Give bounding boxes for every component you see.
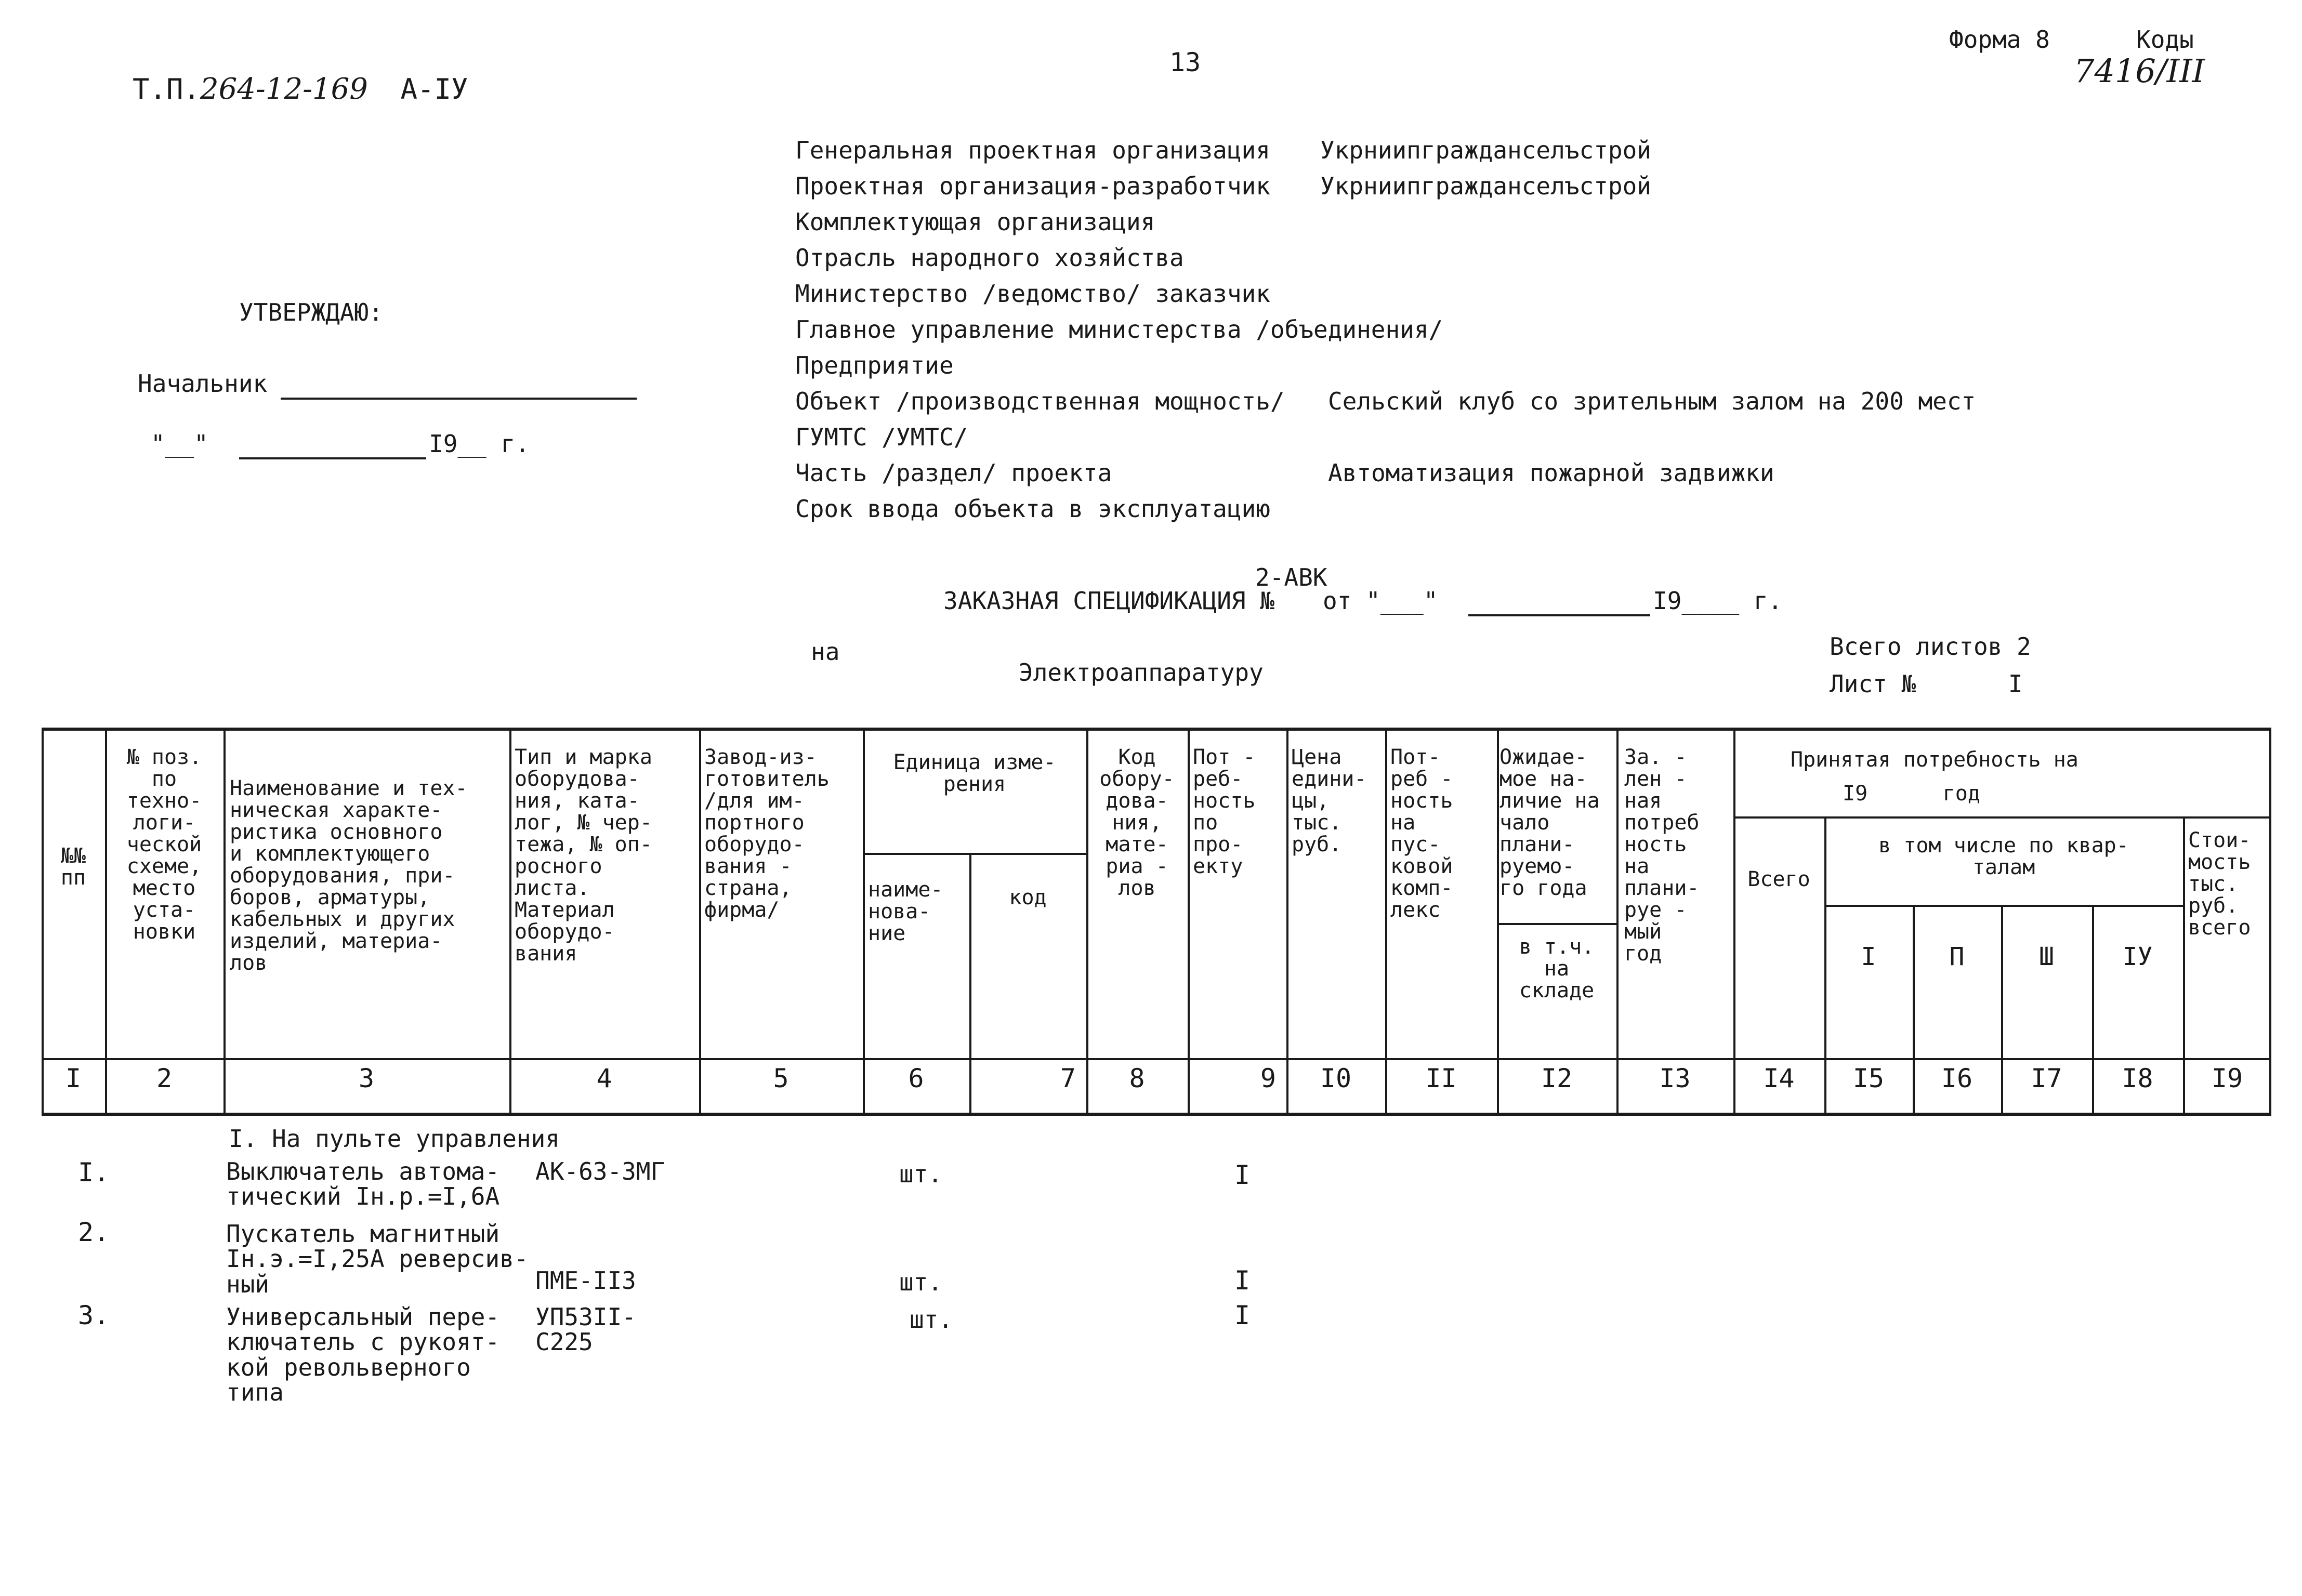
col-rule — [1616, 731, 1619, 1113]
field-label: Предприятие — [795, 351, 954, 379]
field-label: Министерство /ведомство/ заказчик — [795, 280, 1270, 308]
album-code: А-IУ — [400, 73, 468, 105]
spec-table — [42, 728, 2271, 1116]
col-rule — [1497, 731, 1499, 1113]
section-heading: I. На пульте управления — [229, 1125, 560, 1153]
field-label: Комплектующая организация — [795, 208, 1155, 236]
spec-title: ЗАКАЗНАЯ СПЕЦИФИКАЦИЯ № — [943, 587, 1274, 615]
col-number-4: 4 — [596, 1063, 612, 1093]
item-name: Выключатель автома- тический Iн.р.=I,6А — [226, 1157, 500, 1211]
header-accepted-need: Принятая потребность на — [1791, 748, 2079, 772]
item-quantity: I — [1234, 1300, 1251, 1330]
header-row-number: №№ пп — [60, 844, 86, 890]
chief-label: Начальник — [138, 370, 268, 398]
spec-year: I9____ г. — [1653, 587, 1783, 615]
col-number-9: 9 — [1260, 1063, 1276, 1093]
col-number-1: I — [65, 1063, 82, 1093]
col-number-14: I4 — [1763, 1063, 1795, 1093]
item-quantity: I — [1234, 1160, 1251, 1190]
col-number-13: I3 — [1659, 1063, 1691, 1093]
total-sheets-label: Всего листов — [1830, 632, 2003, 661]
col-rule — [1188, 731, 1190, 1113]
doc-code-prefix: Т.П. — [133, 73, 201, 105]
item-type: УП53II- С225 — [535, 1303, 636, 1356]
sheet-label: Лист № — [1830, 670, 1916, 698]
table-border-left — [42, 731, 44, 1113]
unit-subrule — [863, 853, 1086, 855]
col-number-18: I8 — [2122, 1063, 2153, 1093]
field-label: Проектная организация-разработчик — [795, 172, 1270, 200]
chief-signature-line — [281, 398, 637, 400]
header-accepted-year: I9 год — [1843, 782, 1980, 806]
doc-code-handwritten: 264-12-169 — [200, 72, 368, 106]
form-label: Форма 8 — [1949, 25, 2050, 54]
approve-label: УТВЕРЖДАЮ: — [239, 298, 383, 326]
header-declared-need: За. - лен - ная потреб ность на плани- руе - мый год — [1624, 745, 1700, 966]
header-project-need: Пот - реб- ность по про- екту — [1193, 745, 1256, 878]
page-number: 13 — [1169, 47, 1201, 77]
header-position: № поз. по техно- логи- ческой схеме, место уста- новки — [126, 745, 202, 944]
col-number-19: I9 — [2211, 1063, 2243, 1093]
approval-date-line — [239, 457, 426, 459]
item-name: Пускатель магнитный Iн.э.=I,25А реверсив- ный — [226, 1220, 529, 1298]
header-launch-need: Пот- реб - ность на пус- ковой комп- лекс — [1390, 745, 1453, 922]
spec-on: на — [811, 638, 840, 666]
approval-date-quote: "__" — [151, 430, 208, 458]
item-unit: шт. — [899, 1160, 943, 1188]
col-rule — [1286, 731, 1288, 1113]
total-sheets — [1830, 633, 2031, 661]
item-unit: шт. — [910, 1305, 953, 1334]
field-value: Укрниипгражданселъстрой — [1320, 172, 1651, 200]
field-label: Отрасль народного хозяйства — [795, 244, 1184, 272]
field-value: Автоматизация пожарной задвижки — [1328, 459, 1774, 487]
col-number-17: I7 — [2031, 1063, 2062, 1093]
item-number: 2. — [78, 1217, 110, 1247]
codes-handwritten: 7416/III — [2074, 52, 2205, 90]
item-type: ПМЕ-II3 — [535, 1267, 636, 1295]
header-type: Тип и марка оборудова- ния, ката- лог, № чер- тежа, № оп- росного листа. Материал оборудо- вания — [515, 745, 652, 966]
col-number-15: I5 — [1852, 1063, 1885, 1093]
header-quarter-2: П — [1949, 942, 1965, 971]
col-number-10: I0 — [1320, 1063, 1352, 1093]
col-number-8: 8 — [1129, 1063, 1145, 1093]
item-type: АК-63-3МГ — [535, 1157, 665, 1185]
col-number-11: II — [1425, 1063, 1457, 1093]
doc-code — [133, 73, 468, 106]
spec-date-from: от "___" — [1323, 587, 1438, 615]
col-number-16: I6 — [1941, 1063, 1973, 1093]
field-label: Срок ввода объекта в эксплуатацию — [795, 495, 1270, 523]
spec-subject: Электроаппаратуру — [1019, 658, 1264, 687]
header-quarter-1: I — [1861, 942, 1876, 971]
field-value: Сельский клуб со зрительным залом на 200 мест — [1328, 387, 1976, 415]
accepted-subrule — [1733, 816, 2271, 819]
header-unit-code: код — [1009, 886, 1047, 909]
header-expected-stock: Ожидае- мое на- личие на чало плани- руемо- го года — [1499, 745, 1600, 900]
header-quarter-3: Ш — [2039, 942, 2054, 971]
field-value: Укрниипгражданселъстрой — [1320, 136, 1651, 164]
col-rule — [1385, 731, 1387, 1113]
quarters-subrule — [1824, 905, 2183, 907]
header-in-warehouse: в т.ч. на складе — [1519, 935, 1595, 1003]
col-number-3: 3 — [358, 1063, 375, 1093]
item-unit: шт. — [899, 1268, 943, 1296]
header-cost: Стои- мость тыс. руб. всего — [2188, 828, 2251, 940]
spec-date-line — [1468, 614, 1650, 616]
col-number-7: 7 — [1060, 1063, 1076, 1093]
header-total: Всего — [1747, 867, 1810, 891]
stock-subrule — [1497, 923, 1616, 925]
field-label: Объект /производственная мощность/ — [795, 387, 1285, 415]
header-quarter-4: IУ — [2122, 942, 2153, 971]
total-sheets-value: 2 — [2017, 632, 2031, 661]
col-rule — [223, 731, 226, 1113]
sheet-value: I — [2008, 670, 2023, 698]
col-number-5: 5 — [773, 1063, 789, 1093]
spec-number: 2-АВК — [1255, 563, 1327, 591]
header-by-quarters: в том числе по квар- талам — [1878, 834, 2129, 879]
item-number: I. — [78, 1157, 110, 1188]
col-rule — [509, 731, 511, 1113]
col-rule — [699, 731, 701, 1113]
field-label: ГУМТС /УМТС/ — [795, 423, 968, 451]
header-manufacturer: Завод-из- готовитель /для им- портного оборудо- вания - страна, фирма/ — [704, 745, 830, 922]
col-number-6: 6 — [908, 1063, 924, 1093]
col-number-2: 2 — [156, 1063, 173, 1093]
field-label: Главное управление министерства /объединения/ — [795, 315, 1443, 344]
field-label: Генеральная проектная организация — [795, 136, 1270, 164]
header-unit: Единица изме- рения — [893, 750, 1056, 796]
header-unit-name: наиме- нова- ние — [868, 878, 943, 945]
header-equipment-code: Код обору- дова- ния, мате- риа - лов — [1099, 745, 1175, 900]
codes-label: Коды — [2136, 25, 2194, 54]
project-fields — [795, 136, 2147, 531]
header-unit-price: Цена едини- цы, тыс. руб. — [1292, 745, 1367, 856]
table-rule — [42, 1058, 2271, 1060]
item-quantity: I — [1234, 1265, 1251, 1296]
item-name: Универсальный пере- ключатель с рукоят- кой револьверного типа — [226, 1303, 500, 1406]
col-number-12: I2 — [1541, 1063, 1573, 1093]
header-name: Наименование и тех- ническая характе- ристика основного и комплектующего оборудования, при- боров, арматуры, кабельных и других изделий, материа- лов — [230, 776, 468, 975]
item-number: 3. — [78, 1300, 110, 1330]
sheet-number — [1830, 670, 2023, 698]
field-label: Часть /раздел/ проекта — [795, 459, 1112, 487]
approval-year: I9__ г. — [429, 430, 530, 458]
